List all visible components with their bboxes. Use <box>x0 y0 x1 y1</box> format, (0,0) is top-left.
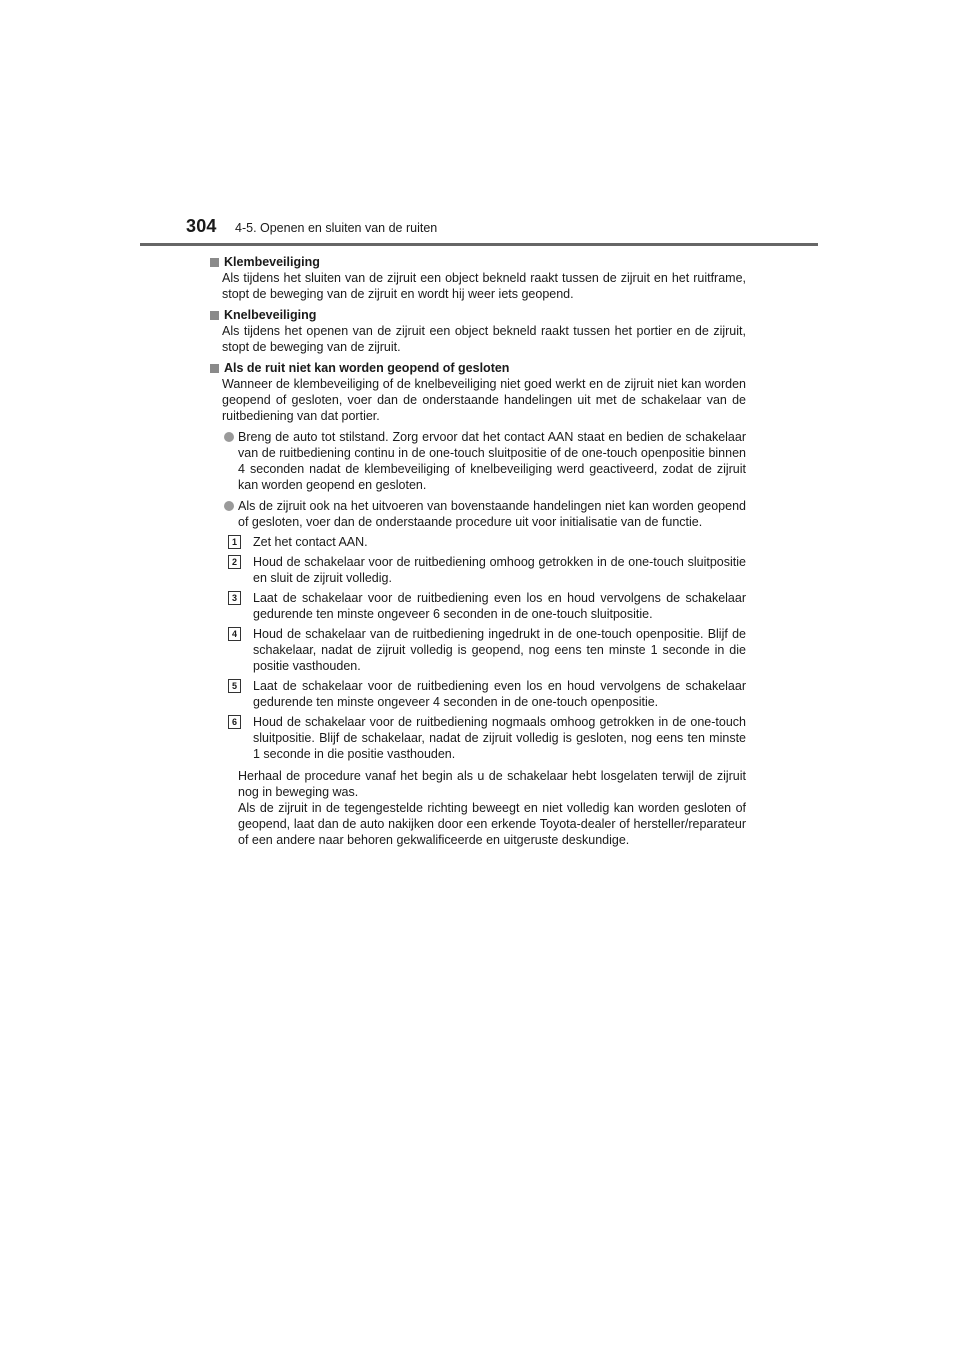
square-bullet-icon <box>210 364 219 373</box>
page-header <box>0 0 960 250</box>
step-text: Houd de schakelaar voor de ruitbediening omhoog getrokken in de one-touch sluitpositie en sluit de zijruit volledig. <box>253 555 746 585</box>
step-4 <box>210 626 746 674</box>
page-content <box>210 254 746 848</box>
list-item <box>210 498 746 530</box>
heading-text: Als de ruit niet kan worden geopend of gesloten <box>224 361 510 375</box>
step-text: Zet het contact AAN. <box>253 535 368 549</box>
trailing-line: Herhaal de procedure vanaf het begin als u de schakelaar hebt losgelaten terwijl de zijruit nog in beweging was. <box>238 769 746 799</box>
square-bullet-icon <box>210 258 219 267</box>
step-number-badge: 5 <box>228 679 241 693</box>
paragraph-klembeveiliging: Als tijdens het sluiten van de zijruit een object bekneld raakt tussen de zijruit en het ruitframe, stopt de beweging van de zijruit en wordt hij weer iets geopend. <box>222 271 746 301</box>
heading-knelbeveiliging <box>210 307 746 323</box>
step-2 <box>210 554 746 586</box>
step-number-badge: 6 <box>228 715 241 729</box>
step-number-badge: 4 <box>228 627 241 641</box>
paragraph-ruit-niet-geopend: Wanneer de klembeveiliging of de knelbeveiliging niet goed werkt en de zijruit niet kan worden geopend of gesloten, voer dan de onderstaande handelingen uit met de schakelaar van de ruitbediening van dat portier. <box>222 377 746 423</box>
section-title: 4-5. Openen en sluiten van de ruiten <box>235 221 438 235</box>
square-bullet-icon <box>210 311 219 320</box>
heading-ruit-niet-geopend <box>210 360 746 376</box>
header-divider <box>140 243 818 246</box>
heading-text: Knelbeveiliging <box>224 308 317 322</box>
step-number-badge: 3 <box>228 591 241 605</box>
step-number-badge: 1 <box>228 535 241 549</box>
paragraph-knelbeveiliging: Als tijdens het openen van de zijruit een object bekneld raakt tussen het portier en de zijruit, stopt de beweging van de zijruit. <box>222 324 746 354</box>
step-5 <box>210 678 746 710</box>
page-number: 304 <box>186 216 217 236</box>
step-1 <box>210 534 746 550</box>
step-text: Houd de schakelaar voor de ruitbediening nogmaals omhoog getrokken in de one-touch sluitpositie. Blijf de schakelaar, nadat de zijruit volledig is gesloten, nog eens ten minste 1 seconde in die positie vasthouden. <box>253 715 746 761</box>
circle-bullet-icon <box>224 432 234 442</box>
step-text: Houd de schakelaar van de ruitbediening ingedrukt in de one-touch openpositie. Blijf de schakelaar, nadat de zijruit volledig is geopend, nog eens ten minste 1 seconde in die positie vasthouden. <box>253 627 746 673</box>
list-item <box>210 429 746 493</box>
step-6 <box>210 714 746 762</box>
trailing-paragraph <box>210 768 746 848</box>
step-3 <box>210 590 746 622</box>
step-text: Laat de schakelaar voor de ruitbediening even los en houd vervolgens de schakelaar gedurende ten minste ongeveer 6 seconden in de one-touch sluitpositie. <box>253 591 746 621</box>
circle-bullet-icon <box>224 501 234 511</box>
bullet-text: Breng de auto tot stilstand. Zorg ervoor dat het contact AAN staat en bedien de schakelaar van de ruitbediening continu in de one-touch sluitpositie of de one-touch openpositie binnen 4 seconden nadat de klembeveiliging of knelbeveiliging werd geactiveerd, zodat de zijruit kan worden geopend en gesloten. <box>238 430 746 492</box>
heading-klembeveiliging <box>210 254 746 270</box>
bullet-text: Als de zijruit ook na het uitvoeren van bovenstaande handelingen niet kan worden geopend of gesloten, voer dan de onderstaande procedure uit voor initialisatie van de functie. <box>238 499 746 529</box>
step-number-badge: 2 <box>228 555 241 569</box>
trailing-line: Als de zijruit in de tegengestelde richting beweegt en niet volledig kan worden gesloten of geopend, laat dan de auto nakijken door een erkende Toyota-dealer of hersteller/reparateur of een andere naar behoren gekwalificeerde en uitgeruste deskundige. <box>238 801 746 847</box>
step-text: Laat de schakelaar voor de ruitbediening even los en houd vervolgens de schakelaar gedurende ten minste ongeveer 4 seconden in de one-touch openpositie. <box>253 679 746 709</box>
heading-text: Klembeveiliging <box>224 255 320 269</box>
